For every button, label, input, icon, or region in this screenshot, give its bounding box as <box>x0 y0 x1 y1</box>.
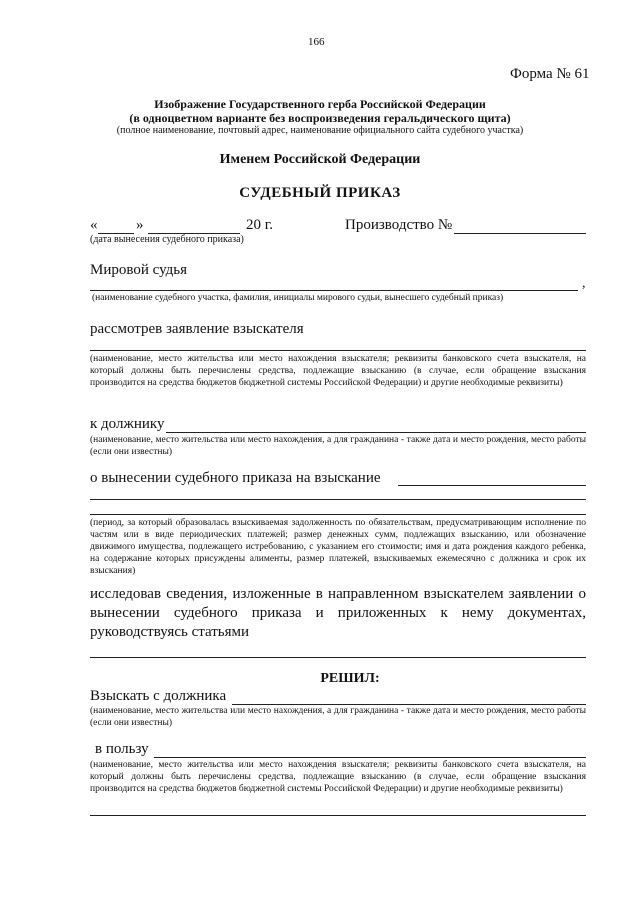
page-number: 166 <box>308 36 325 48</box>
examined-paragraph: исследовав сведения, изложенные в направленном взыскателем заявлении о вынесении судебного приказа и приложенных к нему документах, руководствуясь статьями <box>90 586 586 640</box>
judge-line <box>90 290 578 291</box>
order-line-2 <box>90 499 586 500</box>
production-label: Производство № <box>345 217 453 233</box>
document-title: СУДЕБНЫЙ ПРИКАЗ <box>239 185 401 201</box>
production-number-line <box>454 233 586 234</box>
favor-caption: (наименование, место жительства или место нахождения взыскателя; реквизиты банковского счета взыскателя, на который должны быть перечислены средства, подлежащие взысканию (в случае, если обращение взыскания производится на средства бюджетов бюджетной системы Российской Федерации) и другие необходимые реквизиты) <box>90 760 586 794</box>
order-line-3 <box>90 514 586 515</box>
date-quote-close: » <box>136 217 144 233</box>
judge-caption: (наименование судебного участка, фамилия, инициалы мирового судьи, вынесшего судебный приказ) <box>92 293 504 303</box>
date-year: 20 г. <box>246 217 273 233</box>
articles-line <box>90 657 586 658</box>
claimant-label: рассмотрев заявление взыскателя <box>90 321 304 337</box>
favor-label: в пользу <box>95 741 149 757</box>
date-caption: (дата вынесения судебного приказа) <box>90 234 244 245</box>
judge-comma: , <box>582 276 586 291</box>
order-caption: (период, за который образовалась взыскиваемая задолженность по обязательствам, предусматривающим исполнение по частям или в виде периодических платежей; размер денежных сумм, подлежащих взысканию, или обозначение движимого имущества, подлежащего истребованию, с указанием его стоимости; имя и дата рождения каждого ребенка, на содержание которых присуждены алименты, размер платежей, взыскиваемых ежемесячно с должника и срок их взыскания) <box>90 518 586 576</box>
order-line-1 <box>398 485 586 486</box>
order-label: о вынесении судебного приказа на взыскание <box>90 470 381 486</box>
collect-caption: (наименование, место жительства или место нахождения, а для гражданина - также дата и место рождения, место работы (если они известны) <box>90 706 586 728</box>
debtor-line <box>166 432 586 433</box>
form-number: Форма № 61 <box>510 66 590 82</box>
court-caption: (полное наименование, почтовый адрес, наименование официального сайта судебного участка) <box>116 125 524 136</box>
debtor-caption: (наименование, место жительства или место нахождения, а для гражданина - также дата и место рождения, место работы (если они известны) <box>90 435 586 457</box>
favor-line <box>154 757 586 758</box>
date-quote-open: « <box>90 217 98 233</box>
in-name-heading: Именем Российской Федерации <box>219 152 421 167</box>
favor-bottom-line <box>90 815 586 816</box>
emblem-line-2: (в одноцветном варианте без воспроизведения геральдического щита) <box>129 111 511 125</box>
debtor-label: к должнику <box>90 416 165 432</box>
claimant-caption: (наименование, место жительства или место нахождения взыскателя; реквизиты банковского счета взыскателя, на который должны быть перечислены средства, подлежащие взысканию (в случае, если обращение взыскания производится на средства бюджетов бюджетной системы Российской Федерации) и другие необходимые реквизиты) <box>90 354 586 388</box>
emblem-line-1: Изображение Государственного герба Российской Федерации <box>154 97 486 111</box>
collect-label: Взыскать с должника <box>90 688 227 704</box>
claimant-line <box>90 350 586 351</box>
decided-heading: РЕШИЛ: <box>320 671 380 686</box>
judge-label: Мировой судья <box>90 262 188 278</box>
